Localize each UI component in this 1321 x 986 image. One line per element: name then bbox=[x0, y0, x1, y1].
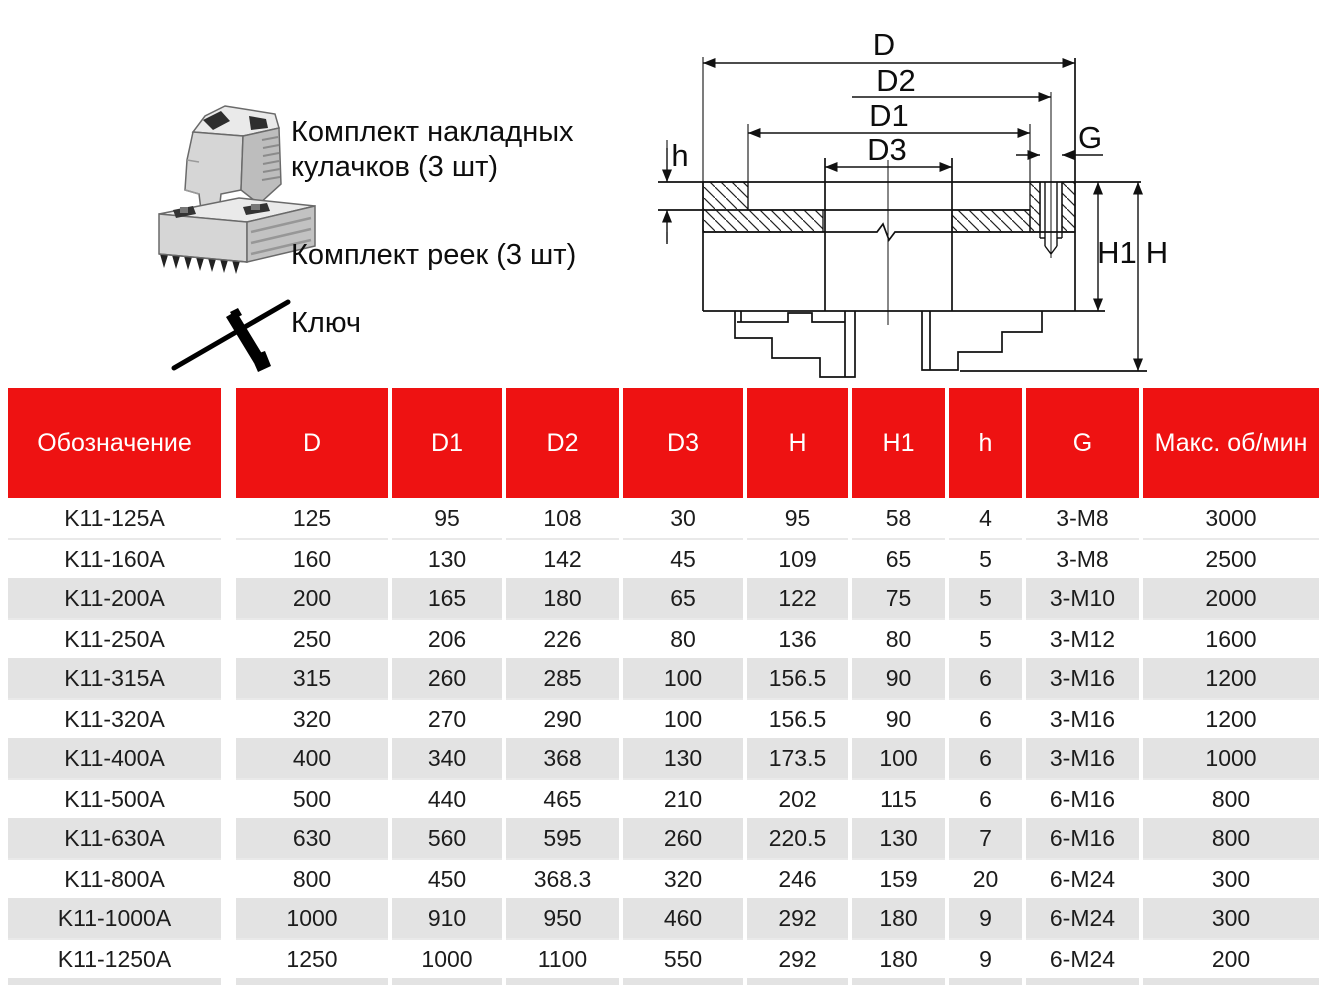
table-cell: 246 bbox=[747, 858, 848, 898]
table-cell: 300 bbox=[1143, 898, 1319, 938]
table-cell: 800 bbox=[1143, 778, 1319, 818]
table-cell bbox=[506, 978, 619, 985]
table-cell: 465 bbox=[506, 778, 619, 818]
table-cell bbox=[949, 978, 1022, 985]
table-cell: 90 bbox=[852, 698, 945, 738]
table-cell: K11-400A bbox=[8, 738, 221, 778]
table-cell: 75 bbox=[852, 578, 945, 618]
spec-table bbox=[0, 388, 1319, 985]
table-cell: 315 bbox=[236, 658, 388, 698]
table-cell: 159 bbox=[852, 858, 945, 898]
chuck-jaws bbox=[735, 311, 1147, 377]
table-cell: 142 bbox=[506, 538, 619, 578]
table-cell: 260 bbox=[392, 658, 502, 698]
table-cell bbox=[623, 978, 743, 985]
table-row bbox=[8, 938, 1319, 978]
table-cell: 340 bbox=[392, 738, 502, 778]
table-row bbox=[8, 898, 1319, 938]
table-cell: 320 bbox=[236, 698, 388, 738]
table-cell: 3-M16 bbox=[1026, 738, 1139, 778]
table-cell: 292 bbox=[747, 898, 848, 938]
table-cell: 156.5 bbox=[747, 658, 848, 698]
table-cell bbox=[747, 978, 848, 985]
table-cell: 156.5 bbox=[747, 698, 848, 738]
table-cell: 173.5 bbox=[747, 738, 848, 778]
table-cell: 200 bbox=[1143, 938, 1319, 978]
table-cell: 115 bbox=[852, 778, 945, 818]
table-cell: 80 bbox=[852, 618, 945, 658]
table-cell: 100 bbox=[623, 658, 743, 698]
table-row bbox=[8, 498, 1319, 538]
column-header: G bbox=[1026, 388, 1139, 498]
dim-label-h: h bbox=[671, 138, 689, 173]
table-cell: 250 bbox=[236, 618, 388, 658]
table-row-partial bbox=[8, 978, 1319, 985]
table-cell: 5 bbox=[949, 618, 1022, 658]
table-cell: K11-125A bbox=[8, 498, 221, 538]
table-cell: 6 bbox=[949, 738, 1022, 778]
table-cell: 210 bbox=[623, 778, 743, 818]
table-cell: 1200 bbox=[1143, 698, 1319, 738]
column-gap bbox=[225, 898, 232, 938]
column-gap bbox=[225, 978, 232, 985]
accessory-label-rack-jaws: Комплект реек (3 шт) bbox=[291, 239, 577, 271]
table-cell: 165 bbox=[392, 578, 502, 618]
table-row bbox=[8, 538, 1319, 578]
table-cell: 300 bbox=[1143, 858, 1319, 898]
column-header: H bbox=[747, 388, 848, 498]
table-cell: K11-250A bbox=[8, 618, 221, 658]
column-header: D2 bbox=[506, 388, 619, 498]
table-cell: 130 bbox=[623, 738, 743, 778]
table-cell: 7 bbox=[949, 818, 1022, 858]
table-cell: 58 bbox=[852, 498, 945, 538]
table-cell: K11-200A bbox=[8, 578, 221, 618]
table-row bbox=[8, 658, 1319, 698]
table-cell: 550 bbox=[623, 938, 743, 978]
table-cell: K11-315A bbox=[8, 658, 221, 698]
table-cell: 950 bbox=[506, 898, 619, 938]
table-cell: 630 bbox=[236, 818, 388, 858]
table-cell: 910 bbox=[392, 898, 502, 938]
table-cell: 1000 bbox=[392, 938, 502, 978]
table-cell: 368.3 bbox=[506, 858, 619, 898]
table-cell: 2000 bbox=[1143, 578, 1319, 618]
table-cell: 100 bbox=[623, 698, 743, 738]
table-row bbox=[8, 698, 1319, 738]
table-cell: K11-800A bbox=[8, 858, 221, 898]
chuck-key-icon bbox=[170, 288, 296, 380]
table-cell: 3-M8 bbox=[1026, 498, 1139, 538]
table-cell: 130 bbox=[392, 538, 502, 578]
table-cell bbox=[8, 978, 221, 985]
column-gap bbox=[225, 388, 232, 498]
table-cell: 6-M16 bbox=[1026, 778, 1139, 818]
table-cell: 6-M16 bbox=[1026, 818, 1139, 858]
table-cell: 122 bbox=[747, 578, 848, 618]
table-cell: 5 bbox=[949, 578, 1022, 618]
dim-label-d: D bbox=[872, 27, 896, 62]
table-cell: 6 bbox=[949, 778, 1022, 818]
table-row bbox=[8, 858, 1319, 898]
table-cell: 5 bbox=[949, 538, 1022, 578]
table-cell bbox=[392, 978, 502, 985]
table-cell: K11-1250A bbox=[8, 938, 221, 978]
table-cell: 95 bbox=[747, 498, 848, 538]
dim-label-d3: D3 bbox=[867, 132, 907, 167]
table-cell: 45 bbox=[623, 538, 743, 578]
table-cell: 9 bbox=[949, 898, 1022, 938]
table-cell: 220.5 bbox=[747, 818, 848, 858]
column-header: H1 bbox=[852, 388, 945, 498]
column-gap bbox=[225, 618, 232, 658]
table-cell: 20 bbox=[949, 858, 1022, 898]
column-header: D1 bbox=[392, 388, 502, 498]
table-cell: 440 bbox=[392, 778, 502, 818]
accessory-label-top-jaws: Комплект накладных кулачков (3 шт) bbox=[291, 116, 574, 183]
table-cell: 6 bbox=[949, 658, 1022, 698]
table-row bbox=[8, 618, 1319, 658]
table-cell: 500 bbox=[236, 778, 388, 818]
table-header-row bbox=[8, 388, 1319, 498]
column-header: Макс. об/мин bbox=[1143, 388, 1319, 498]
table-cell: 202 bbox=[747, 778, 848, 818]
accessory-label-key: Ключ bbox=[291, 307, 362, 339]
table-cell: 1100 bbox=[506, 938, 619, 978]
table-cell: 180 bbox=[852, 938, 945, 978]
table-cell: 160 bbox=[236, 538, 388, 578]
table-cell bbox=[1026, 978, 1139, 985]
column-gap bbox=[225, 738, 232, 778]
table-cell: 30 bbox=[623, 498, 743, 538]
table-cell: 95 bbox=[392, 498, 502, 538]
table-cell: K11-320A bbox=[8, 698, 221, 738]
column-gap bbox=[225, 658, 232, 698]
table-cell: 80 bbox=[623, 618, 743, 658]
table-cell: 125 bbox=[236, 498, 388, 538]
chuck-cross-section bbox=[703, 182, 1075, 232]
table-cell: 800 bbox=[1143, 818, 1319, 858]
table-cell: 100 bbox=[852, 738, 945, 778]
table-cell: 6 bbox=[949, 698, 1022, 738]
table-cell: 180 bbox=[506, 578, 619, 618]
column-gap bbox=[225, 858, 232, 898]
table-cell: K11-630A bbox=[8, 818, 221, 858]
column-gap bbox=[225, 938, 232, 978]
table-cell: 2500 bbox=[1143, 538, 1319, 578]
column-gap bbox=[225, 698, 232, 738]
column-gap bbox=[225, 538, 232, 578]
table-cell bbox=[236, 978, 388, 985]
dim-label-g: G bbox=[1077, 120, 1103, 155]
table-cell bbox=[852, 978, 945, 985]
table-cell: 109 bbox=[747, 538, 848, 578]
table-cell: 292 bbox=[747, 938, 848, 978]
table-cell: 800 bbox=[236, 858, 388, 898]
table-cell: 560 bbox=[392, 818, 502, 858]
table-cell: 320 bbox=[623, 858, 743, 898]
column-gap bbox=[225, 778, 232, 818]
table-cell bbox=[1143, 978, 1319, 985]
table-cell: 3000 bbox=[1143, 498, 1319, 538]
table-cell: 9 bbox=[949, 938, 1022, 978]
table-row bbox=[8, 778, 1319, 818]
table-cell: K11-500A bbox=[8, 778, 221, 818]
table-cell: K11-160A bbox=[8, 538, 221, 578]
table-cell: 1200 bbox=[1143, 658, 1319, 698]
table-cell: 450 bbox=[392, 858, 502, 898]
column-header: D bbox=[236, 388, 388, 498]
table-cell: 1250 bbox=[236, 938, 388, 978]
dim-label-d2: D2 bbox=[876, 63, 916, 98]
table-cell: 260 bbox=[623, 818, 743, 858]
table-row bbox=[8, 738, 1319, 778]
table-cell: 6-M24 bbox=[1026, 898, 1139, 938]
table-cell: 285 bbox=[506, 658, 619, 698]
table-cell: 90 bbox=[852, 658, 945, 698]
table-row bbox=[8, 818, 1319, 858]
table-cell: 65 bbox=[852, 538, 945, 578]
column-gap bbox=[225, 818, 232, 858]
table-cell: 3-M12 bbox=[1026, 618, 1139, 658]
table-cell: 400 bbox=[236, 738, 388, 778]
table-cell: 460 bbox=[623, 898, 743, 938]
column-gap bbox=[225, 578, 232, 618]
table-cell: 368 bbox=[506, 738, 619, 778]
table-cell: 4 bbox=[949, 498, 1022, 538]
table-cell: 3-M8 bbox=[1026, 538, 1139, 578]
table-cell: 270 bbox=[392, 698, 502, 738]
table-cell: 65 bbox=[623, 578, 743, 618]
column-header: Обозначение bbox=[8, 388, 221, 498]
table-cell: 108 bbox=[506, 498, 619, 538]
table-cell: 595 bbox=[506, 818, 619, 858]
table-cell: 290 bbox=[506, 698, 619, 738]
table-cell: 226 bbox=[506, 618, 619, 658]
technical-drawing bbox=[618, 14, 1321, 388]
dim-label-d1: D1 bbox=[869, 98, 909, 133]
table-cell: 1600 bbox=[1143, 618, 1319, 658]
table-cell: 3-M10 bbox=[1026, 578, 1139, 618]
dim-label-h1: H1 bbox=[1097, 235, 1137, 270]
column-header: h bbox=[949, 388, 1022, 498]
table-cell: 180 bbox=[852, 898, 945, 938]
table-cell: 3-M16 bbox=[1026, 698, 1139, 738]
table-cell: K11-1000A bbox=[8, 898, 221, 938]
dim-label-hh: H bbox=[1145, 235, 1169, 270]
table-cell: 136 bbox=[747, 618, 848, 658]
table-cell: 6-M24 bbox=[1026, 938, 1139, 978]
table-cell: 206 bbox=[392, 618, 502, 658]
table-cell: 1000 bbox=[1143, 738, 1319, 778]
table-row bbox=[8, 578, 1319, 618]
table-cell: 1000 bbox=[236, 898, 388, 938]
table-cell: 6-M24 bbox=[1026, 858, 1139, 898]
column-header: D3 bbox=[623, 388, 743, 498]
column-gap bbox=[225, 498, 232, 538]
table-cell: 130 bbox=[852, 818, 945, 858]
table-cell: 3-M16 bbox=[1026, 658, 1139, 698]
table-cell: 200 bbox=[236, 578, 388, 618]
